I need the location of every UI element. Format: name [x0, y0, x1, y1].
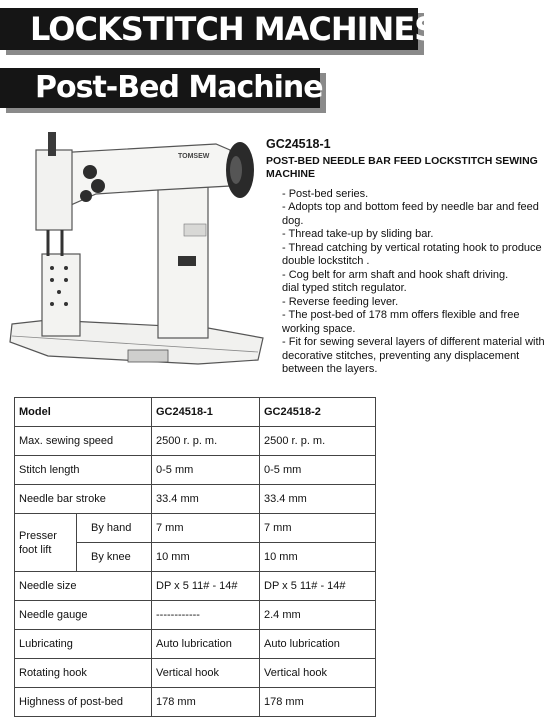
sewing-machine-image: [8, 124, 270, 370]
table-row: [15, 630, 376, 659]
feature-item: - Post-bed series.: [282, 187, 369, 200]
row-value-1: ------------: [152, 601, 260, 630]
row-value-2: 0-5 mm: [260, 456, 376, 485]
row-sublabel: By hand: [77, 514, 152, 543]
row-value-2: 33.4 mm: [260, 485, 376, 514]
machine-base-foot: [128, 350, 168, 362]
feature-list: [266, 188, 552, 377]
table-row: [15, 485, 376, 514]
feature-item: - Adopts top and bottom feed by needle bar and feed dog.: [282, 201, 539, 227]
model-code: GC24518-1: [266, 137, 331, 151]
row-label: Rotating hook: [15, 659, 152, 688]
feature-item: - Fit for sewing several layers of different material with decorative stitches, preventing any displacement between the layers.: [282, 336, 545, 375]
row-label: Lubricating: [15, 630, 152, 659]
row-label: Highness of post-bed: [15, 688, 152, 717]
table-header-row: [15, 398, 376, 427]
table-row: [15, 601, 376, 630]
row-value-1: 10 mm: [152, 543, 260, 572]
machine-post: [42, 254, 80, 336]
row-value-1: DP x 5 11# - 14#: [152, 572, 260, 601]
row-value-2: 178 mm: [260, 688, 376, 717]
machine-head: [36, 150, 72, 230]
table-row: [15, 427, 376, 456]
feature-item: - Reverse feeding lever.: [282, 295, 399, 308]
header-model-1: GC24518-1: [152, 398, 260, 427]
row-value-2: Vertical hook: [260, 659, 376, 688]
row-value-1: Vertical hook: [152, 659, 260, 688]
feature-item: - Thread take-up by sliding bar.: [282, 228, 434, 240]
row-label: Presser foot lift: [15, 514, 77, 572]
table-row: [15, 659, 376, 688]
table-row: [15, 572, 376, 601]
row-value-1: 2500 r. p. m.: [152, 427, 260, 456]
row-value-2: 2500 r. p. m.: [260, 427, 376, 456]
product-description: [266, 138, 552, 377]
header-model-2: GC24518-2: [260, 398, 376, 427]
subsection-title-banner: Post-Bed Machine: [0, 68, 320, 108]
row-label: Needle bar stroke: [15, 485, 152, 514]
row-value-1: 7 mm: [152, 514, 260, 543]
table-row: [15, 514, 376, 543]
row-value-1: 0-5 mm: [152, 456, 260, 485]
feature-item: dial typed stitch regulator.: [282, 282, 407, 294]
row-label: Stitch length: [15, 456, 152, 485]
feature-item: - Thread catching by vertical rotating hook to produce double lockstitch .: [282, 241, 542, 267]
row-value-2: DP x 5 11# - 14#: [260, 572, 376, 601]
row-value-2: 2.4 mm: [260, 601, 376, 630]
brand-mark: TOMSEW: [178, 153, 210, 160]
row-value-2: Auto lubrication: [260, 630, 376, 659]
row-label: Needle gauge: [15, 601, 152, 630]
row-value-1: 178 mm: [152, 688, 260, 717]
table-row: [15, 456, 376, 485]
section-title-banner: LOCKSTITCH MACHINES: [0, 8, 418, 50]
header-label: Model: [15, 398, 152, 427]
row-sublabel: By knee: [77, 543, 152, 572]
row-value-1: Auto lubrication: [152, 630, 260, 659]
row-label: Max. sewing speed: [15, 427, 152, 456]
table-row: [15, 688, 376, 717]
row-value-2: 10 mm: [260, 543, 376, 572]
feature-item: - Cog belt for arm shaft and hook shaft driving.: [282, 268, 509, 281]
feature-item: - The post-bed of 178 mm offers flexible and free working space.: [282, 309, 520, 335]
spec-table: [14, 397, 376, 717]
row-label: Needle size: [15, 572, 152, 601]
model-title: POST-BED NEEDLE BAR FEED LOCKSTITCH SEWING MACHINE: [266, 154, 538, 180]
row-value-2: 7 mm: [260, 514, 376, 543]
row-value-1: 33.4 mm: [152, 485, 260, 514]
